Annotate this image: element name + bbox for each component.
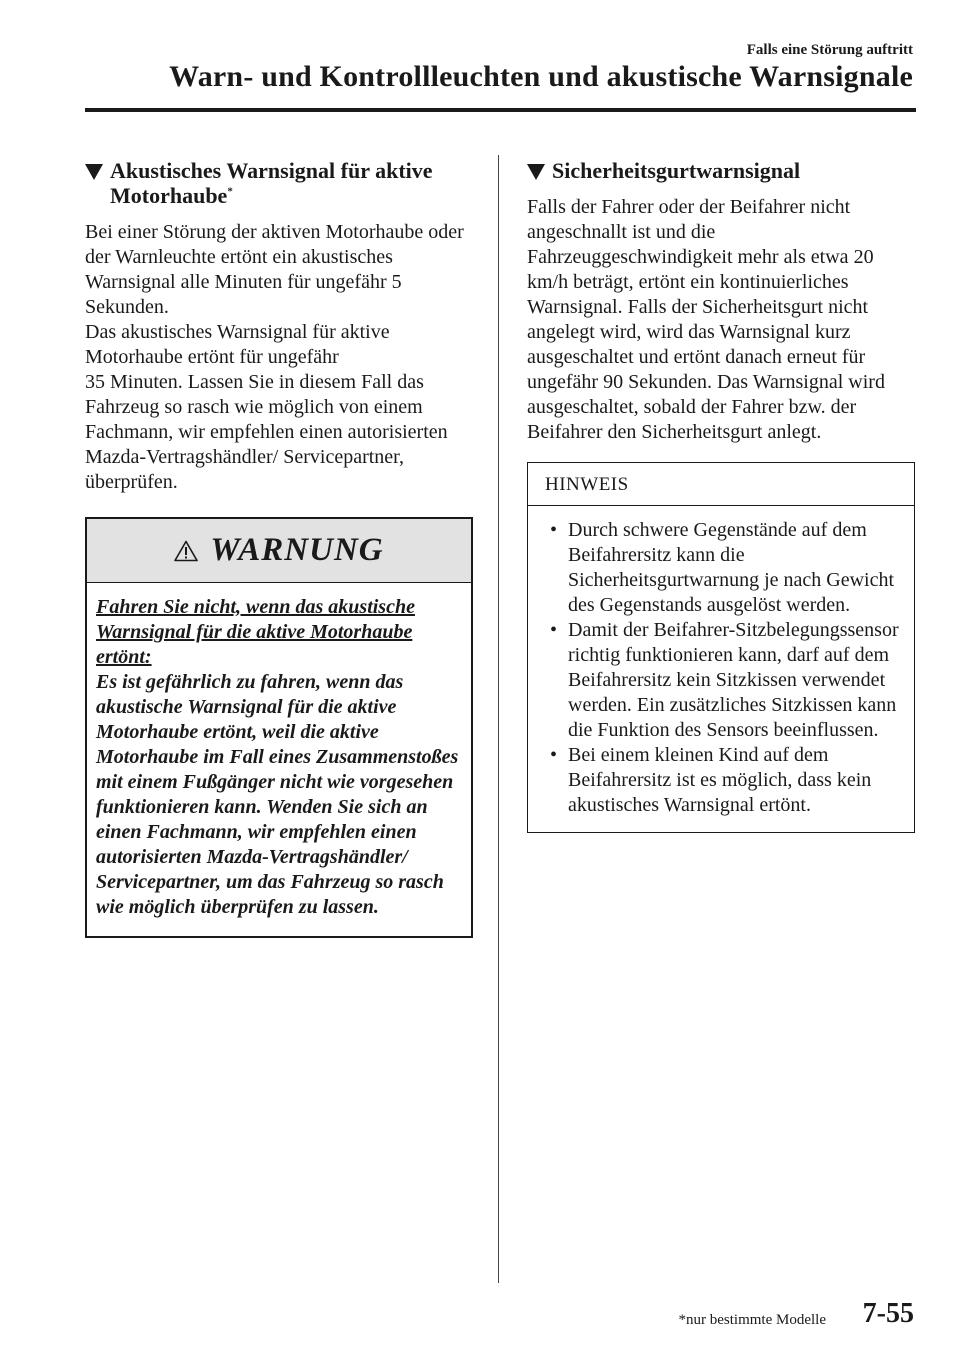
warning-box xyxy=(85,517,473,938)
bullet: • xyxy=(550,619,558,641)
warning-triangle-icon xyxy=(174,540,198,562)
warning-lead: Fahren Sie nicht, wenn das akustische Warnsignal für die aktive Motorhaube ertönt: xyxy=(96,596,415,668)
right-column xyxy=(527,158,915,833)
warning-title: WARNUNG xyxy=(210,532,384,568)
note-title: HINWEIS xyxy=(528,463,914,506)
warning-body xyxy=(87,583,471,936)
section-heading-seatbelt xyxy=(527,158,915,183)
warning-header xyxy=(87,519,471,583)
seatbelt-paragraph: Falls der Fahrer oder der Beifahrer nicht angeschnallt ist und die Fahrzeuggeschwindigkeit mehr als etwa 20 km/h beträgt, ertönt ein kontinuierliches Warnsignal. Falls der Sicherheitsgurt nicht angelegt wird, wird das Warnsignal kurz ausgeschaltet und ertönt danach erneut für ungefähr 90 Sekunden. Das Warnsignal wird ausgeschaltet, sobald der Fahrer bzw. der Beifahrer den Sicherheitsgurt anlegt. xyxy=(527,196,885,443)
note-item xyxy=(542,743,902,818)
page-number: 7-55 xyxy=(862,1298,914,1329)
header-rule xyxy=(85,108,916,112)
page-title: Warn- und Kontrollleuchten und akustische Warnsignale xyxy=(169,60,913,93)
left-column xyxy=(85,158,472,938)
footnote-marker: * xyxy=(227,185,233,198)
section-heading-text: Sicherheitsgurtwarnsignal xyxy=(552,158,801,183)
bullet: • xyxy=(550,744,558,766)
note-item-text: Durch schwere Gegenstände auf dem Beifahrersitz kann die Sicherheitsgurtwarnung je nach Gewicht des Gegenstands ausgelöst werden. xyxy=(568,519,895,616)
note-item xyxy=(542,618,902,743)
section-triangle-icon xyxy=(85,164,103,180)
note-item xyxy=(542,518,902,618)
section-heading-text: Akustisches Warnsignal für aktive Motorhaube xyxy=(110,158,433,208)
note-item-text: Damit der Beifahrer-Sitzbelegungssensor richtig funktionieren kann, darf auf dem Beifahrersitz kein Sitzkissen verwendet werden. Ein zusätzliches Sitzkissen kann die Funktion des Sensors beeinflussen. xyxy=(568,619,899,741)
column-divider xyxy=(498,155,499,1283)
warning-text: Es ist gefährlich zu fahren, wenn das akustische Warnsignal für die aktive Motorhaube ertönt, weil die aktive Motorhaube im Fall eines Zusammenstoßes mit einem Fußgänger nicht wie vorgesehen funktionieren kann. Wenden Sie sich an einen Fachmann, wir empfehlen einen autorisierten Mazda-Vertragshändler/ Servicepartner, um das Fahrzeug so rasch wie möglich überprüfen zu lassen. xyxy=(96,671,459,918)
footnote: *nur bestimmte Modelle xyxy=(678,1312,826,1328)
bullet: • xyxy=(550,519,558,541)
hood-warning-paragraph: Bei einer Störung der aktiven Motorhaube oder der Warnleuchte ertönt ein akustisches Warnsignal alle Minuten für ungefähr 5 Sekunden. Das akustisches Warnsignal für aktive Motorhaube ertönt für ungefähr 35 Minuten. Lassen Sie in diesem Fall das Fahrzeug so rasch wie möglich von einem Fachmann, wir empfehlen einen autorisierten Mazda-Vertragshändler/ Servicepartner, überprüfen. xyxy=(85,221,464,493)
note-box xyxy=(527,462,915,833)
chapter-subtitle: Falls eine Störung auftritt xyxy=(746,42,913,58)
section-heading-hood-warning xyxy=(85,158,472,208)
note-list xyxy=(528,506,914,832)
section-triangle-icon xyxy=(527,164,545,180)
note-item-text: Bei einem kleinen Kind auf dem Beifahrersitz ist es möglich, dass kein akustisches Warnsignal ertönt. xyxy=(568,744,872,816)
